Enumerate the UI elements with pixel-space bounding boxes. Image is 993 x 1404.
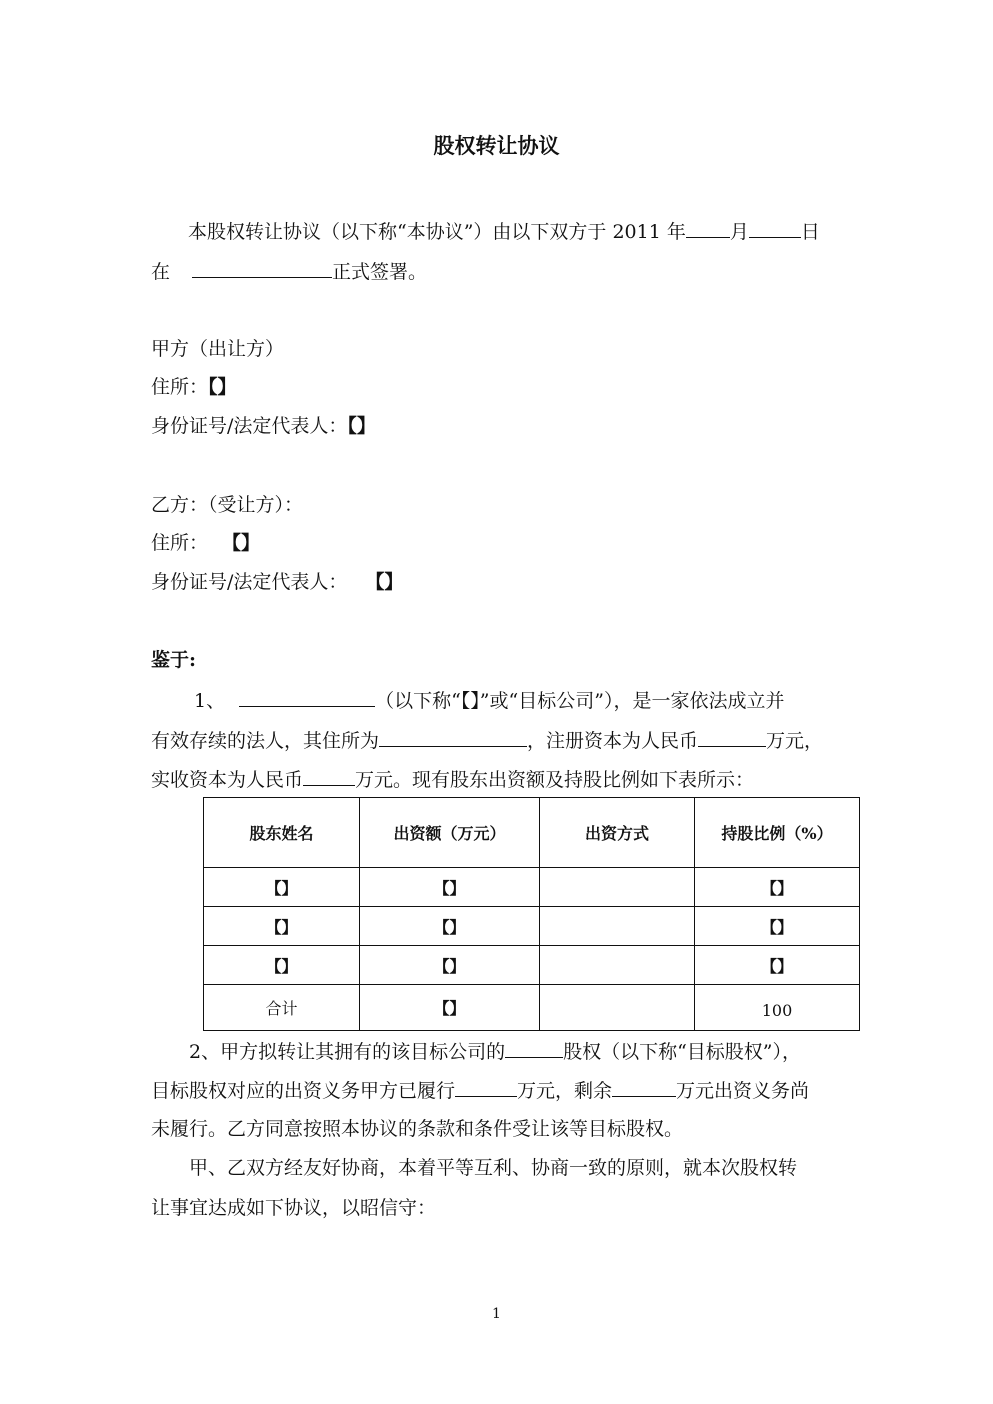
day-blank[interactable] bbox=[749, 219, 801, 238]
table-cell: 【】 bbox=[204, 868, 360, 907]
clause-1-line-3 bbox=[151, 767, 754, 792]
party-b-id-value: 【】 bbox=[365, 571, 404, 593]
clause-1-number: 1、 bbox=[194, 690, 226, 712]
total-label: 合计 bbox=[204, 985, 360, 1031]
intro-line-1 bbox=[188, 219, 820, 244]
whereas-heading: 鉴于: bbox=[151, 649, 197, 671]
clause-2-text-1: 2、甲方拟转让其拥有的该目标公司的 bbox=[189, 1041, 506, 1063]
place-label: 在 bbox=[151, 261, 171, 283]
party-b-address bbox=[151, 531, 260, 555]
table-cell: 【】 bbox=[360, 946, 540, 985]
clause-2-text-2: 股权（以下称“目标股权”）， bbox=[563, 1041, 802, 1063]
table-cell bbox=[540, 946, 695, 985]
clause-2-text-5: 万元出资义务尚 bbox=[676, 1080, 810, 1102]
table-cell: 【】 bbox=[695, 946, 860, 985]
party-a-address bbox=[151, 375, 237, 399]
intro-line-2 bbox=[151, 259, 427, 284]
company-name-blank[interactable] bbox=[239, 688, 375, 707]
clause-1-text-5: 实收资本为人民币 bbox=[151, 769, 304, 791]
table-row bbox=[204, 907, 860, 946]
registered-capital-blank[interactable] bbox=[698, 728, 766, 747]
month-blank[interactable] bbox=[686, 219, 730, 238]
total-method bbox=[540, 985, 695, 1031]
fulfilled-amount-blank[interactable] bbox=[455, 1078, 517, 1097]
place-blank[interactable] bbox=[192, 259, 332, 278]
party-b-address-label: 住所： bbox=[151, 532, 209, 554]
signing-text: 正式签署。 bbox=[332, 261, 428, 283]
clause-1-text-4: 万元， bbox=[766, 730, 824, 752]
table-cell: 【】 bbox=[360, 868, 540, 907]
header-shareholder-name: 股东姓名 bbox=[204, 798, 360, 868]
page-number: 1 bbox=[492, 1306, 501, 1322]
table-cell: 【】 bbox=[204, 907, 360, 946]
table-cell: 【】 bbox=[360, 907, 540, 946]
clause-1-text-2: 有效存续的法人，其住所为 bbox=[151, 730, 380, 752]
intro-text: 本股权转让协议（以下称“本协议”）由以下双方于 2011 年 bbox=[188, 221, 686, 243]
party-a-id-value: 【】 bbox=[347, 415, 376, 437]
clause-2-text-3: 目标股权对应的出资义务甲方已履行 bbox=[151, 1080, 456, 1102]
month-label: 月 bbox=[729, 221, 749, 243]
equity-ratio-blank[interactable] bbox=[505, 1039, 563, 1058]
table-header-row bbox=[204, 798, 860, 868]
paid-in-capital-blank[interactable] bbox=[303, 767, 355, 786]
table-row bbox=[204, 868, 860, 907]
clause-2-text-4: 万元，剩余 bbox=[517, 1080, 613, 1102]
clause-2-line-2 bbox=[151, 1078, 809, 1103]
table-total-row bbox=[204, 985, 860, 1031]
clause-2-line-3: 未履行。乙方同意按照本协议的条款和条件受让该等目标股权。 bbox=[151, 1118, 684, 1140]
table-cell: 【】 bbox=[204, 946, 360, 985]
day-label: 日 bbox=[800, 221, 820, 243]
clause-2-line-1 bbox=[189, 1039, 801, 1064]
party-b-id bbox=[151, 570, 403, 594]
header-shareholding-ratio: 持股比例（%） bbox=[695, 798, 860, 868]
header-contribution-method: 出资方式 bbox=[540, 798, 695, 868]
company-address-blank[interactable] bbox=[379, 728, 527, 747]
clause-1-line-1 bbox=[194, 688, 784, 713]
table-cell: 【】 bbox=[695, 907, 860, 946]
total-amount: 【】 bbox=[360, 985, 540, 1031]
party-a-address-value: 【】 bbox=[208, 376, 237, 398]
party-a-id-label: 身份证号/法定代表人： bbox=[151, 415, 348, 437]
clause-1-text-1: （以下称“【】”或“目标公司”），是一家依法成立并 bbox=[375, 690, 785, 712]
table-cell: 【】 bbox=[695, 868, 860, 907]
table-row bbox=[204, 946, 860, 985]
total-ratio: 100 bbox=[695, 985, 860, 1031]
table-cell bbox=[540, 907, 695, 946]
party-a-address-label: 住所： bbox=[151, 376, 209, 398]
clause-1-text-3: ，注册资本为人民币 bbox=[527, 730, 699, 752]
clause-3-line-1: 甲、乙双方经友好协商，本着平等互利、协商一致的原则，就本次股权转 bbox=[189, 1157, 798, 1179]
party-b-id-label: 身份证号/法定代表人： bbox=[151, 571, 348, 593]
document-title: 股权转让协议 bbox=[433, 133, 560, 158]
table-cell bbox=[540, 868, 695, 907]
party-a-id bbox=[151, 414, 376, 438]
clause-1-line-2 bbox=[151, 728, 823, 753]
shareholder-table bbox=[203, 797, 860, 1031]
header-contribution-amount: 出资额（万元） bbox=[360, 798, 540, 868]
clause-1-text-6: 万元。现有股东出资额及持股比例如下表所示： bbox=[355, 769, 755, 791]
clause-3-line-2: 让事宜达成如下协议，以昭信守： bbox=[151, 1197, 437, 1219]
party-a-heading: 甲方（出让方） bbox=[151, 338, 285, 360]
remaining-amount-blank[interactable] bbox=[612, 1078, 676, 1097]
party-b-address-value: 【】 bbox=[222, 532, 261, 554]
party-b-heading: 乙方：（受让方）： bbox=[151, 494, 304, 516]
